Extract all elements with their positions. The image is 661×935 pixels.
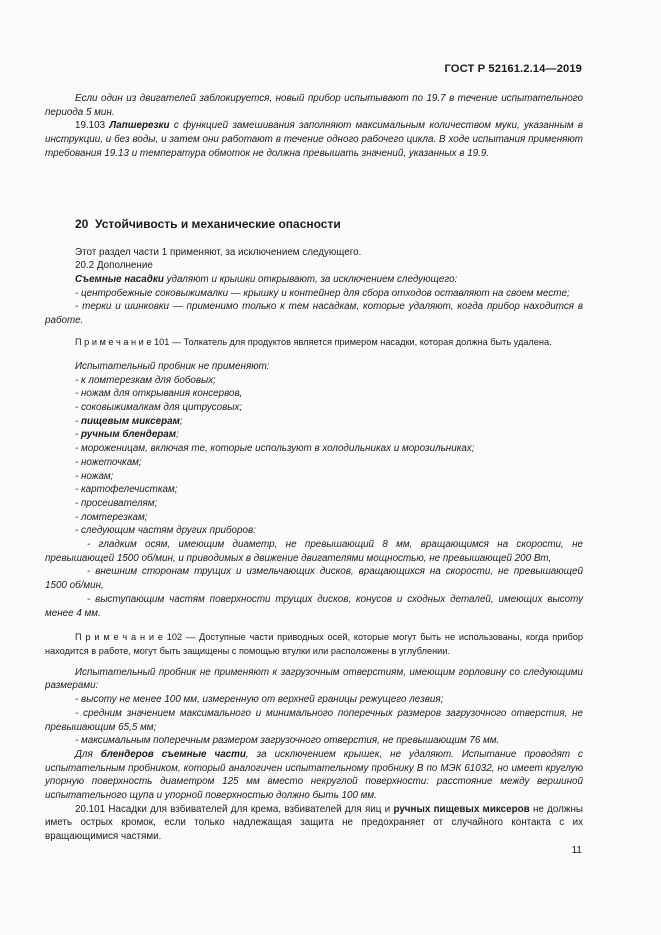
list-item: - просеивателям;	[75, 497, 158, 509]
note-label: П р и м е ч а н и е 102	[75, 632, 183, 643]
sub-list-item: - выступающим частям поверхности трущих дисков, конусов и сходных деталей, имеющих высоту менее 4 мм.	[45, 593, 583, 619]
paragraph-removable-attachments	[45, 273, 583, 287]
paragraph-20-101	[45, 803, 583, 844]
list-item: - следующим частям других приборов:	[75, 525, 256, 537]
note-text: — Толкатель для продуктов является примером насадки, которая должна быть удалена.	[169, 336, 552, 347]
list-item: - соковыжималкам для цитрусовых;	[75, 402, 243, 414]
list-punct: ;	[176, 429, 179, 441]
list-item: - ломтерезкам;	[75, 511, 148, 523]
section-title: Устойчивость и механические опасности	[95, 216, 341, 231]
term-noodle-cutters: Лапшерезки	[109, 120, 170, 132]
list-item: - средним значением максимального и минимального поперечных размеров загрузочного отверстия, не превышающим 65,5 мм;	[45, 707, 583, 733]
list-item: - максимальным поперечным размером загрузочного отверстия, не превышающим 76 мм.	[75, 735, 500, 747]
page-number: 11	[571, 845, 582, 856]
list-item: - ножам;	[75, 470, 114, 482]
list-item: - высоту не менее 100 мм, измеренную от верхней границы режущего лезвия;	[75, 694, 444, 706]
section-heading	[75, 216, 583, 232]
paragraph-applicability: Этот раздел части 1 применяют, за исключением следующего.	[75, 246, 362, 258]
paragraph-text: удаляют и крышки открывают, за исключением следующего:	[163, 273, 458, 285]
list-item	[45, 428, 583, 442]
term-blenders: блендеров	[100, 748, 154, 760]
paragraph-addition: 20.2 Дополнение	[75, 260, 153, 272]
note-label: П р и м е ч а н и е 101	[75, 336, 170, 347]
paragraph-text: Насадки для взбивателей для крема, взбивателей для яиц и	[105, 803, 394, 815]
clause-text: с функцией замешивания заполняют максимальным количеством муки, указанным в инструкции, и без воды, и затем они работают в течение одного рабочего цикла. В ходе испытания применяют требования 19.13 и температура обмоток не должна превышать значений, указанных в 19.9.	[45, 120, 583, 159]
list-punct: ;	[179, 415, 183, 427]
paragraph-motor-blocked: Если один из двигателей заблокируется, новый прибор испытывают по 19.7 в течение испытательного периода 5 мин.	[45, 93, 583, 118]
clause-number: 19.103	[75, 120, 106, 132]
note-text: — Доступные части приводных осей, которые могут быть не использованы, когда прибор находится в работе, могут быть защищены с помощью втулки или расположены в углублении.	[45, 632, 583, 656]
term-removable-parts: съемные части	[161, 748, 246, 760]
sub-list-item: - внешним сторонам трущих и измельчающих дисков, вращающихся на скорости, не превышающей 1500 об/мин,	[45, 566, 583, 592]
term-hand-food-mixers: ручных пищевых миксеров	[393, 803, 530, 815]
paragraph-blenders	[45, 748, 583, 803]
list-item: - к ломтерезкам для бобовых;	[75, 374, 216, 386]
list-item: - терки и шинковки — применимо только к тем насадкам, которые удаляют, когда прибор находится в работе.	[45, 301, 583, 327]
document-id: ГОСТ Р 52161.2.14—2019	[444, 63, 582, 75]
term-food-mixers: пищевым миксерам	[81, 415, 180, 427]
sub-list-item: - гладким осям, имеющим диаметр, не превышающий 8 мм, вращающимся на скорости, не превышающей 1500 об/мин, и приводимых в движение двигателями мощностью, не превышающей 200 Вт,	[45, 539, 583, 564]
term-removable-attachments: Съемные насадки	[75, 273, 164, 285]
paragraph-text: не должны иметь острых кромок, если только надлежащая защита не предохраняет от случайного контакта с их вращающимися частями.	[45, 803, 583, 843]
list-item: - мороженицам, включая те, которые используют в холодильниках и морозильниках;	[75, 443, 475, 455]
term-hand-blenders: ручным блендерам	[81, 429, 177, 441]
inlet-intro: Испытательный пробник не применяют к загрузочным отверстиям, имеющим горловину со следующими размерами:	[45, 666, 583, 692]
probe-intro: Испытательный пробник не применяют:	[75, 360, 270, 372]
section-number: 20	[75, 216, 89, 231]
note-101	[45, 336, 583, 349]
paragraph-text: Для	[75, 748, 101, 760]
page-body	[45, 92, 583, 844]
list-item: - картофелечисткам;	[75, 484, 178, 496]
list-item: - ножам для открывания консервов,	[75, 388, 243, 400]
note-102	[45, 631, 583, 657]
list-dash: -	[75, 429, 82, 441]
list-item: - ножеточкам;	[75, 456, 142, 468]
list-item: - центробежные соковыжималки — крышку и контейнер для сбора отходов оставляют на своем месте;	[75, 287, 570, 299]
clause-number: 20.101	[75, 803, 106, 815]
paragraph-19-103	[45, 119, 583, 160]
list-dash: -	[75, 415, 82, 427]
paragraph-text: , за исключением крышек, не удаляют. Испытание проводят с испытательным пробником, который аналогичен испытательному пробнику В по МЭК 61032, но имеет круглую упорную поверхность диаметром 125 мм вместо некруглой поверхности: расстояние между вершиной испытательного щупа и упорной поверхностью должно быть 100 мм.	[45, 748, 583, 802]
list-item	[45, 415, 583, 429]
